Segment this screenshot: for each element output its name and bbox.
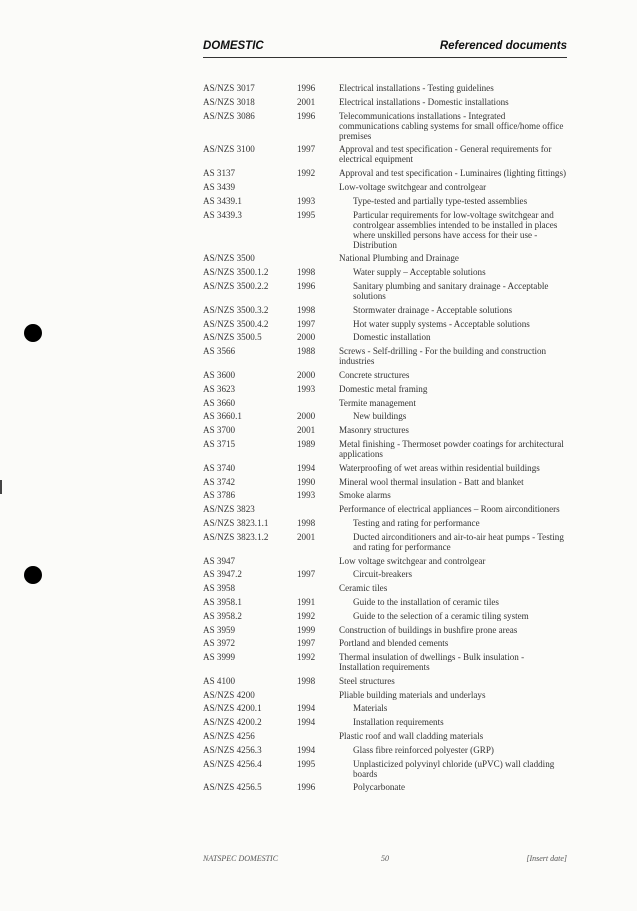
standard-number: AS 3947 [203, 555, 236, 566]
table-row [203, 305, 573, 315]
scan-edge-mark [0, 480, 2, 494]
table-row [203, 731, 573, 741]
standard-year: 2001 [297, 96, 316, 107]
table-row [203, 625, 573, 635]
standard-number: AS 3958 [203, 583, 236, 594]
standard-title: Type-tested and partially type-tested assemblies [353, 195, 528, 206]
standard-title: Metal finishing - Thermoset powder coatings for architectural applications [339, 438, 564, 459]
standard-year: 1994 [297, 717, 316, 728]
standard-title: Low voltage switchgear and controlgear [339, 555, 486, 566]
page-footer [203, 854, 567, 866]
table-row [203, 111, 573, 141]
table-row [203, 597, 573, 607]
standard-year: 1995 [297, 209, 316, 220]
standard-year: 1991 [297, 596, 316, 607]
table-row [203, 490, 573, 500]
page-number: 50 [381, 854, 389, 863]
table-row [203, 556, 573, 566]
standard-number: AS/NZS 3823 [203, 504, 255, 515]
standard-title: Sanitary plumbing and sanitary drainage - Acceptable solutions [353, 280, 549, 301]
standard-number: AS/NZS 4200.2 [203, 717, 262, 728]
standard-year: 1988 [297, 346, 316, 357]
standard-number: AS 3958.1 [203, 596, 242, 607]
table-row [203, 97, 573, 107]
standard-number: AS/NZS 3500.3.2 [203, 304, 269, 315]
standard-number: AS 3439.3 [203, 209, 242, 220]
standard-title: Portland and blended cements [339, 638, 449, 649]
standard-title: Domestic installation [353, 332, 431, 343]
table-row [203, 504, 573, 514]
standard-year: 1998 [297, 517, 316, 528]
table-row [203, 717, 573, 727]
table-row [203, 182, 573, 192]
standard-year: 2000 [297, 411, 316, 422]
standard-number: AS/NZS 3823.1.1 [203, 517, 269, 528]
standard-title: Circuit-breakers [353, 569, 413, 580]
standard-year: 1997 [297, 638, 316, 649]
standard-number: AS/NZS 4256.5 [203, 782, 262, 793]
standard-number: AS 3660 [203, 397, 236, 408]
standard-year: 1996 [297, 110, 316, 121]
standard-number: AS/NZS 4200.1 [203, 703, 262, 714]
standard-title: Pliable building materials and underlays [339, 689, 486, 700]
table-row [203, 332, 573, 342]
standard-title: Glass fibre reinforced polyester (GRP) [353, 744, 494, 755]
binder-hole-bottom [24, 566, 42, 584]
table-row [203, 782, 573, 792]
standard-title: Electrical installations - Testing guidelines [339, 83, 494, 93]
standard-year [297, 253, 339, 263]
standard-title: Termite management [339, 397, 416, 408]
standard-number: AS 3566 [203, 346, 236, 357]
standard-title: Stormwater drainage - Acceptable solutions [353, 304, 513, 315]
standard-number: AS 3742 [203, 476, 236, 487]
standard-number: AS/NZS 4200 [203, 689, 255, 700]
standard-title: Particular requirements for low-voltage switchgear and controlgear assemblies intended to be installed in places where unskilled persons have access for their use - Distribution [353, 209, 558, 250]
standard-title: Waterproofing of wet areas within residential buildings [339, 462, 540, 473]
standard-number: AS/NZS 3018 [203, 96, 255, 107]
standard-number: AS 3972 [203, 638, 236, 649]
standard-number: AS 3947.2 [203, 569, 242, 580]
standard-number: AS/NZS 3823.1.2 [203, 531, 269, 542]
table-row [203, 370, 573, 380]
standard-title: Masonry structures [339, 425, 409, 436]
table-row [203, 439, 573, 459]
standard-title: Thermal insulation of dwellings - Bulk insulation - Installation requirements [339, 652, 525, 673]
table-row [203, 425, 573, 435]
standard-year: 1997 [297, 569, 316, 580]
standard-year [297, 556, 339, 566]
standard-title: Concrete structures [339, 369, 410, 380]
standard-title: Unplasticized polyvinyl chloride (uPVC) wall cladding boards [353, 758, 555, 779]
table-row [203, 652, 573, 672]
standard-number: AS 3958.2 [203, 610, 242, 621]
table-row [203, 703, 573, 713]
table-row [203, 411, 573, 421]
standard-title: Electrical installations - Domestic installations [339, 96, 509, 107]
standard-number: AS 3786 [203, 490, 236, 501]
table-row [203, 168, 573, 178]
standard-year: 1993 [297, 195, 316, 206]
table-row [203, 83, 573, 93]
standard-year: 1999 [297, 624, 316, 635]
standard-title: Testing and rating for performance [353, 517, 480, 528]
standard-year: 2000 [297, 332, 316, 343]
standard-number: AS/NZS 4256.4 [203, 758, 262, 769]
standard-number: AS 3959 [203, 624, 236, 635]
standard-title: Mineral wool thermal insulation - Batt and blanket [339, 476, 524, 487]
standard-year: 1996 [297, 280, 316, 291]
standard-number: AS 3439 [203, 181, 236, 192]
standard-year: 1993 [297, 383, 316, 394]
standard-title: Plastic roof and wall cladding materials [339, 731, 484, 742]
table-row [203, 745, 573, 755]
standard-number: AS/NZS 3017 [203, 83, 255, 93]
standard-title: New buildings [353, 411, 407, 422]
table-row [203, 384, 573, 394]
standard-year: 1992 [297, 610, 316, 621]
standard-number: AS 3700 [203, 425, 236, 436]
table-row [203, 759, 573, 779]
table-row [203, 638, 573, 648]
table-row [203, 196, 573, 206]
standard-year: 2001 [297, 425, 316, 436]
table-row [203, 477, 573, 487]
standard-title: Approval and test specification - Luminaires (lighting fittings) [339, 168, 567, 179]
table-row [203, 281, 573, 301]
standard-year [297, 398, 339, 408]
binder-hole-top [24, 324, 42, 342]
standard-number: AS 3439.1 [203, 195, 242, 206]
standard-title: Ducted airconditioners and air-to-air heat pumps - Testing and rating for performance [353, 531, 564, 552]
standard-number: AS 3999 [203, 652, 236, 663]
standard-year: 1993 [297, 490, 316, 501]
standard-title: Smoke alarms [339, 490, 391, 501]
standard-year: 1998 [297, 675, 316, 686]
standard-title: Installation requirements [353, 717, 444, 728]
table-row [203, 583, 573, 593]
standard-number: AS/NZS 4256 [203, 731, 255, 742]
standard-title: Polycarbonate [353, 782, 406, 793]
standard-year: 2000 [297, 369, 316, 380]
footer-publisher: NATSPEC DOMESTIC [203, 854, 279, 863]
table-row [203, 253, 573, 263]
standard-title: Guide to the selection of a ceramic tiling system [353, 610, 529, 621]
referenced-documents-table [203, 83, 573, 796]
table-row [203, 319, 573, 329]
standard-title: Materials [353, 703, 388, 714]
standard-year: 1996 [297, 83, 316, 93]
standard-title: Telecommunications installations - Integrated communications cabling systems for small office/home office premises [339, 110, 564, 141]
standard-year: 1994 [297, 462, 316, 473]
standard-number: AS/NZS 4256.3 [203, 744, 262, 755]
standard-year: 2001 [297, 531, 316, 542]
standard-number: AS 3715 [203, 438, 236, 449]
table-row [203, 518, 573, 528]
table-row [203, 611, 573, 621]
standard-number: AS/NZS 3500.5 [203, 332, 262, 343]
standard-number: AS 3623 [203, 383, 236, 394]
standard-title: National Plumbing and Drainage [339, 253, 459, 264]
standard-number: AS/NZS 3100 [203, 144, 255, 155]
header-section-title: DOMESTIC [203, 40, 264, 52]
standard-year: 1998 [297, 267, 316, 278]
page-header [203, 39, 567, 58]
standard-number: AS 3600 [203, 369, 236, 380]
standard-year: 1996 [297, 782, 316, 793]
table-row [203, 569, 573, 579]
standard-number: AS 3740 [203, 462, 236, 473]
table-row [203, 463, 573, 473]
standard-title: Construction of buildings in bushfire prone areas [339, 624, 518, 635]
standard-year: 1994 [297, 703, 316, 714]
standard-year [297, 690, 339, 700]
standard-title: Ceramic tiles [339, 583, 388, 594]
standard-number: AS/NZS 3500.1.2 [203, 267, 269, 278]
standard-number: AS/NZS 3500.2.2 [203, 280, 269, 291]
standard-year: 1997 [297, 144, 316, 155]
table-row [203, 267, 573, 277]
standard-number: AS 3137 [203, 168, 236, 179]
standard-title: Performance of electrical appliances – Room airconditioners [339, 504, 560, 515]
standard-title: Steel structures [339, 675, 395, 686]
standard-year [297, 731, 339, 741]
standard-year [297, 504, 339, 514]
standard-year [297, 583, 339, 593]
standard-year: 1992 [297, 168, 316, 179]
standard-year: 1989 [297, 438, 316, 449]
table-row [203, 398, 573, 408]
standard-year [297, 182, 339, 192]
standard-year: 1997 [297, 318, 316, 329]
standard-title: Guide to the installation of ceramic tiles [353, 596, 499, 607]
standard-title: Domestic metal framing [339, 383, 428, 394]
header-page-title: Referenced documents [439, 40, 567, 52]
standard-year: 1990 [297, 476, 316, 487]
table-row [203, 210, 573, 250]
standard-year: 1992 [297, 652, 316, 663]
table-row [203, 144, 573, 164]
table-row [203, 690, 573, 700]
standard-number: AS/NZS 3086 [203, 110, 255, 121]
footer-date: [Insert date] [526, 854, 567, 863]
standard-year: 1994 [297, 744, 316, 755]
standard-title: Approval and test specification - General requirements for electrical equipment [339, 144, 552, 165]
standard-number: AS 4100 [203, 675, 236, 686]
standard-title: Low-voltage switchgear and controlgear [339, 181, 487, 192]
table-row [203, 676, 573, 686]
standard-title: Water supply – Acceptable solutions [353, 267, 486, 278]
standard-number: AS/NZS 3500 [203, 253, 255, 264]
table-row [203, 346, 573, 366]
table-row [203, 532, 573, 552]
standard-title: Screws - Self-drilling - For the building and construction industries [339, 346, 547, 367]
standard-number: AS/NZS 3500.4.2 [203, 318, 269, 329]
standard-title: Hot water supply systems - Acceptable solutions [353, 318, 530, 329]
standard-year: 1995 [297, 758, 316, 769]
standard-number: AS 3660.1 [203, 411, 242, 422]
standard-year: 1998 [297, 304, 316, 315]
